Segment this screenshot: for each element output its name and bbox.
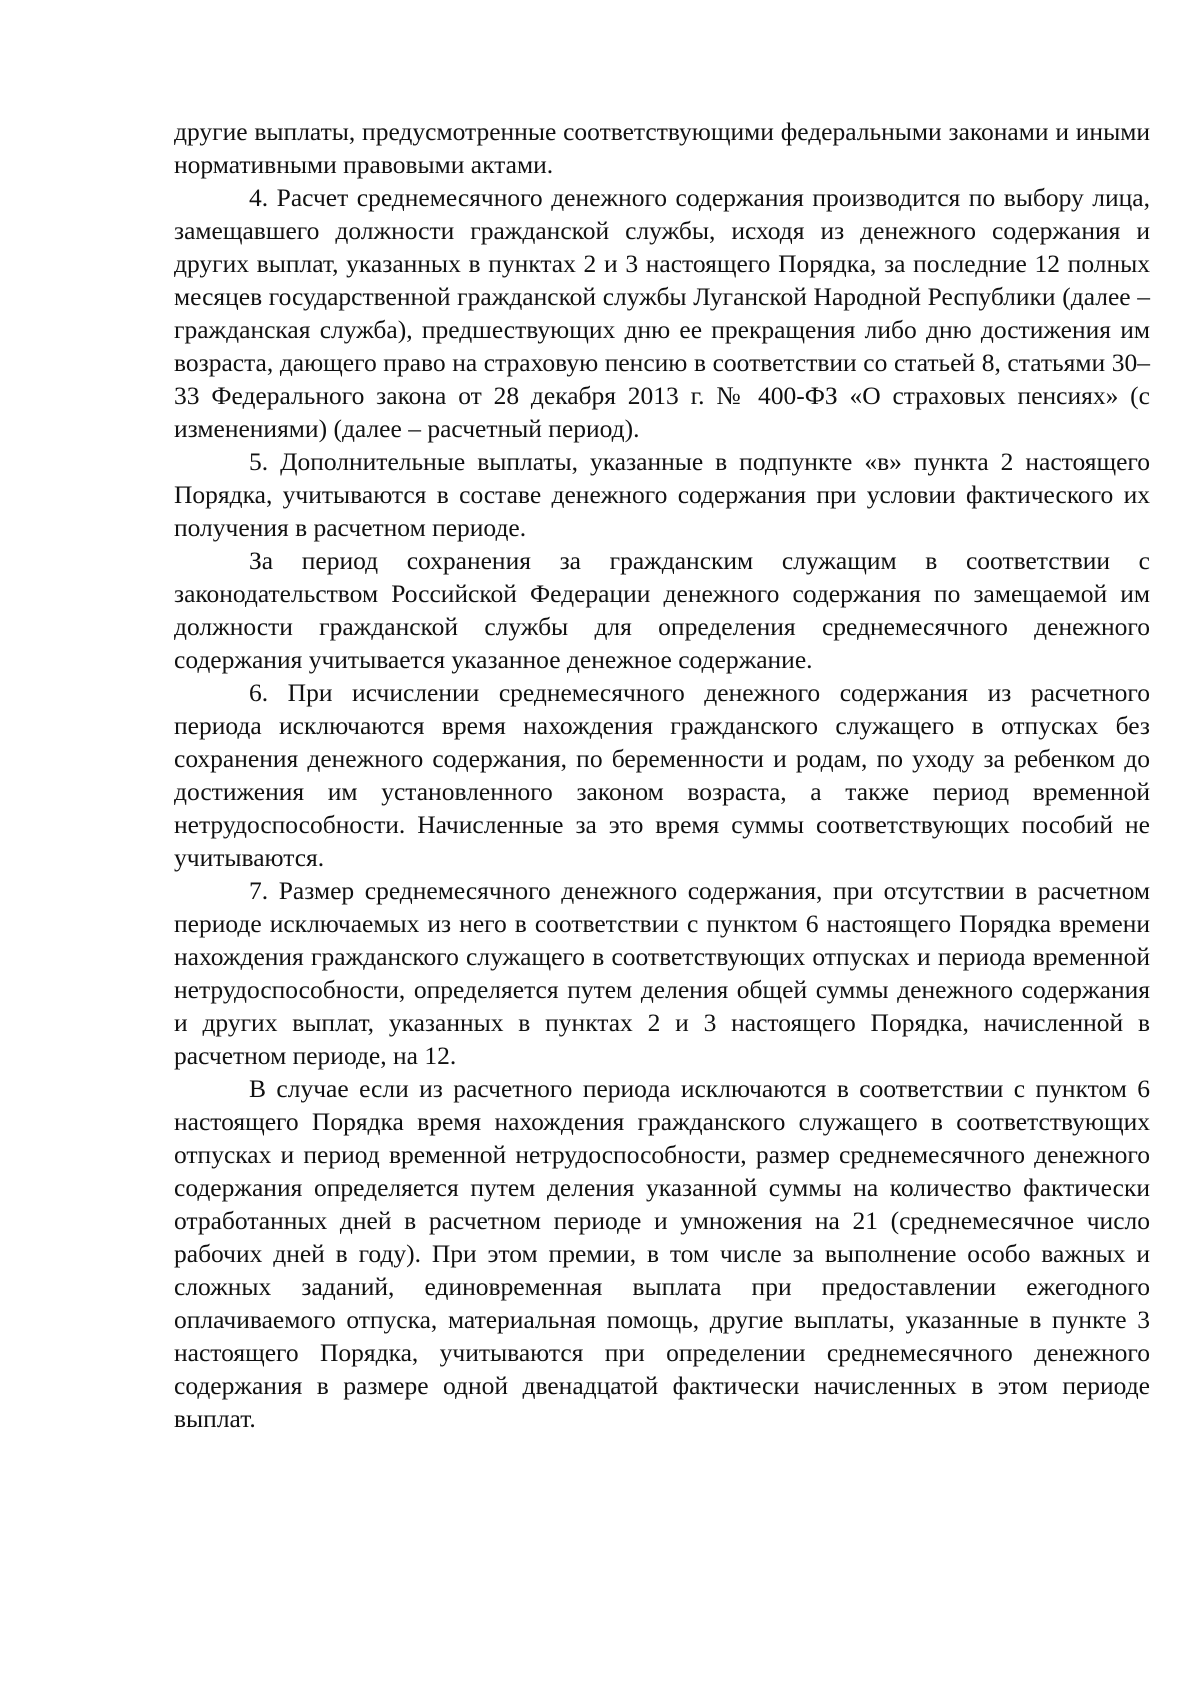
paragraph-item-7-continued: В случае если из расчетного периода исключаются в соответствии с пунктом 6 настоящего Порядка время нахождения гражданского служащего в соответствующих отпусках и период временной нетрудоспособности, размер среднемесячного денежного содержания определяется путем деления указанной суммы на количество фактически отработанных дней в расчетном периоде и умножения на 21 (среднемесячное число рабочих дней в году). При этом премии, в том числе за выполнение особо важных и сложных заданий, единовременная выплата при предоставлении ежегодного оплачиваемого отпуска, материальная помощь, другие выплаты, указанные в пункте 3 настоящего Порядка, учитываются при определении среднемесячного денежного содержания в размере одной двенадцатой фактически начисленных в этом периоде выплат. [174, 1074, 1150, 1433]
paragraph-item-5-continued: За период сохранения за гражданским служащим в соответствии с законодательством Российской Федерации денежного содержания по замещаемой им должности гражданской службы для определения среднемесячного денежного содержания учитывается указанное денежное содержание. [174, 546, 1150, 674]
paragraph-item-4: 4. Расчет среднемесячного денежного содержания производится по выбору лица, замещавшего должности гражданской службы, исходя из денежного содержания и других выплат, указанных в пунктах 2 и 3 настоящего Порядка, за последние 12 полных месяцев государственной гражданской службы Луганской Народной Республики (далее – гражданская служба), предшествующих дню ее прекращения либо дню достижения им возраста, дающего право на страховую пенсию в соответствии со статьей 8, статьями 30–33 Федерального закона от 28 декабря 2013 г. № 400-ФЗ «О страховых пенсиях» (с изменениями) (далее – расчетный период). [174, 183, 1150, 443]
paragraph-item-6: 6. При исчислении среднемесячного денежного содержания из расчетного периода исключаются время нахождения гражданского служащего в отпусках без сохранения денежного содержания, по беременности и родам, по уходу за ребенком до достижения им установленного законом возраста, а также период временной нетрудоспособности. Начисленные за это время суммы соответствующих пособий не учитываются. [174, 678, 1150, 872]
paragraph-item-5: 5. Дополнительные выплаты, указанные в подпункте «в» пункта 2 настоящего Порядка, учитываются в составе денежного содержания при условии фактического их получения в расчетном периоде. [174, 447, 1150, 542]
paragraph-continuation: другие выплаты, предусмотренные соответствующими федеральными законами и иными нормативными правовыми актами. [174, 117, 1150, 179]
paragraph-item-7: 7. Размер среднемесячного денежного содержания, при отсутствии в расчетном периоде исключаемых из него в соответствии с пунктом 6 настоящего Порядка времени нахождения гражданского служащего в соответствующих отпусках и периода временной нетрудоспособности, определяется путем деления общей суммы денежного содержания и других выплат, указанных в пунктах 2 и 3 настоящего Порядка, начисленной в расчетном периоде, на 12. [174, 876, 1150, 1070]
document-page [174, 115, 1150, 1435]
